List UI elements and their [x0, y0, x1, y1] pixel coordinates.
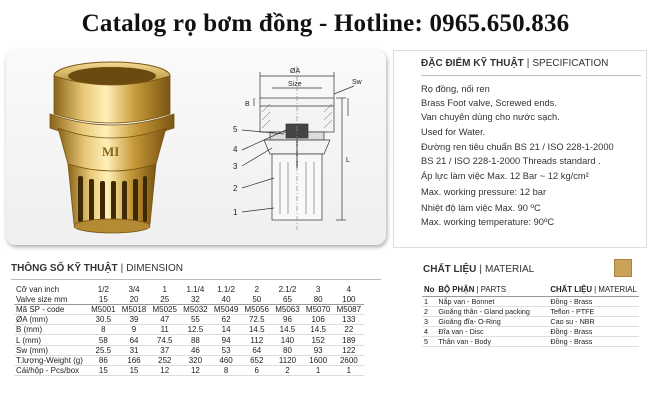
material-col-mat-vi: CHẤT LIỆU — [550, 284, 592, 294]
diagram-label-size: Size — [288, 81, 302, 88]
spec-line: Rọ đồng, nối ren — [421, 84, 490, 94]
material-cell-no: 4 — [422, 327, 436, 337]
material-table — [422, 283, 639, 347]
table-cell: 94 — [211, 335, 242, 345]
diagram-callout-1: 1 — [233, 208, 238, 217]
table-row — [422, 327, 639, 337]
table-cell: 20 — [119, 294, 150, 304]
table-cell: M5032 — [180, 304, 211, 314]
table-row-label: ØA (mm) — [14, 315, 88, 325]
table-cell: 1 — [334, 366, 365, 376]
material-cell-material: Đồng - Brass — [548, 327, 638, 337]
material-cell-part: Gioăng đĩa- O-Ring — [436, 316, 548, 326]
product-image-panel — [6, 50, 386, 245]
table-row — [14, 366, 364, 376]
table-cell: 64 — [119, 335, 150, 345]
table-cell: 55 — [180, 315, 211, 325]
table-cell: 39 — [119, 315, 150, 325]
material-col-material — [548, 283, 638, 296]
table-cell: 1.1/4 — [186, 284, 205, 294]
specification-title-separator: | — [526, 58, 530, 69]
table-cell: 2600 — [334, 355, 365, 365]
table-cell: 65 — [272, 294, 303, 304]
diagram-callout-5: 5 — [233, 125, 238, 134]
material-col-separator: | — [594, 284, 597, 294]
specification-title-vi: ĐẶC ĐIỂM KỸ THUẬT — [421, 58, 524, 69]
table-cell: 14.5 — [303, 325, 334, 335]
table-row — [422, 337, 639, 347]
dimension-table — [14, 284, 364, 376]
table-cell: 96 — [272, 315, 303, 325]
material-col-part-vi: BỘ PHẬN — [438, 284, 475, 294]
material-col-separator: | — [476, 284, 479, 294]
table-cell: 88 — [180, 335, 211, 345]
table-cell: 86 — [88, 355, 119, 365]
table-cell: 15 — [88, 366, 119, 376]
table-row — [14, 355, 364, 365]
material-cell-no: 3 — [422, 316, 436, 326]
table-row — [422, 306, 639, 316]
table-cell: 72.5 — [241, 315, 272, 325]
table-cell: 189 — [334, 335, 365, 345]
table-cell: M5063 — [272, 304, 303, 314]
table-cell: M5018 — [119, 304, 150, 314]
material-cell-part: Thân van - Body — [436, 337, 548, 347]
table-cell: 2 — [254, 284, 259, 294]
table-cell: 25 — [149, 294, 180, 304]
material-col-part-en: PARTS — [480, 284, 507, 294]
diagram-callout-4: 4 — [233, 145, 238, 154]
table-cell: 3 — [315, 284, 321, 294]
table-cell: 1.1/2 — [217, 284, 235, 294]
table-row — [422, 296, 639, 306]
spec-line: Van chuyên dùng cho nước sạch. — [421, 112, 560, 122]
catalog-headline: Catalog rọ bơm đồng - Hotline: 0965.650.836 — [81, 10, 570, 37]
spec-line: Đường ren tiêu chuẩn BS 21 / ISO 228-1-2000 — [421, 142, 614, 152]
table-cell: 25.5 — [88, 345, 119, 355]
table-cell: 4 — [346, 284, 352, 294]
spec-line: Brass Foot valve, Screwed ends. — [421, 98, 557, 108]
material-cell-part: Đĩa van - Disc — [436, 327, 548, 337]
table-cell: 252 — [149, 355, 180, 365]
table-cell: 100 — [334, 294, 365, 304]
table-cell: M5087 — [334, 304, 365, 314]
dimension-heading — [11, 263, 183, 274]
table-cell: 31 — [119, 345, 150, 355]
material-cell-material: Cao su - NBR — [548, 316, 638, 326]
material-cell-material: Teflon - PTFE — [548, 306, 638, 316]
table-cell: 14 — [211, 325, 242, 335]
table-cell: 166 — [119, 355, 150, 365]
table-header-row — [422, 283, 639, 296]
table-cell: 1 — [162, 284, 167, 294]
specification-title-en: SPECIFICATION — [532, 58, 609, 69]
brass-color-swatch — [614, 259, 632, 277]
material-cell-part: Gioăng thân - Gland packing — [436, 306, 548, 316]
spec-line: Used for Water. — [421, 127, 486, 137]
table-cell: 74.5 — [149, 335, 180, 345]
table-row — [14, 335, 364, 345]
material-table-body — [422, 296, 639, 347]
table-cell: 152 — [303, 335, 334, 345]
material-title-separator: | — [479, 264, 482, 275]
material-cell-part: Nắp van - Bonnet — [436, 296, 548, 306]
table-cell: 62 — [211, 315, 242, 325]
table-cell: 112 — [241, 335, 272, 345]
table-row — [14, 284, 364, 294]
table-cell: 46 — [180, 345, 211, 355]
table-row — [14, 304, 364, 314]
table-cell: 3/4 — [128, 284, 140, 294]
table-cell: 460 — [211, 355, 242, 365]
table-cell: 47 — [149, 315, 180, 325]
table-row — [14, 315, 364, 325]
table-cell: M5001 — [88, 304, 119, 314]
material-col-mat-en: MATERIAL — [598, 284, 637, 294]
table-row — [14, 294, 364, 304]
specification-divider — [421, 75, 641, 76]
table-cell: 37 — [149, 345, 180, 355]
table-cell: 12.5 — [180, 325, 211, 335]
material-cell-material: Đồng - Brass — [548, 337, 638, 347]
valve-logo: MI — [102, 144, 120, 159]
table-cell: 106 — [303, 315, 334, 325]
material-cell-no: 1 — [422, 296, 436, 306]
table-cell: 11 — [149, 325, 180, 335]
dimension-table-body — [14, 304, 364, 375]
material-cell-material: Đồng - Brass — [548, 296, 638, 306]
table-row-label: B (mm) — [14, 325, 88, 335]
material-title-vi: CHẤT LIỆU — [423, 264, 477, 275]
table-cell: 15 — [88, 294, 119, 304]
diagram-label-l: L — [346, 157, 350, 164]
table-cell: 50 — [241, 294, 272, 304]
diagram-callout-3: 3 — [233, 162, 238, 171]
table-cell: 14.5 — [241, 325, 272, 335]
table-cell: 2 — [272, 366, 303, 376]
dimension-header-inch-label: Cỡ van inch — [16, 284, 60, 294]
material-title-en: MATERIAL — [484, 264, 535, 275]
material-heading — [423, 264, 534, 275]
table-row-label: Mã SP - code — [14, 304, 88, 314]
table-cell: 80 — [272, 345, 303, 355]
material-col-no: No — [422, 283, 436, 296]
table-cell: 6 — [241, 366, 272, 376]
table-cell: 122 — [334, 345, 365, 355]
table-cell: 32 — [180, 294, 211, 304]
diagram-label-sw: Sw — [352, 79, 362, 86]
table-cell: 140 — [272, 335, 303, 345]
dimension-title-separator: | — [120, 263, 124, 274]
spec-line: Áp lực làm việc Max. 12 Bar ~ 12 kg/cm² — [421, 171, 589, 181]
diagram-label-b: B — [245, 101, 250, 108]
table-cell: 1120 — [272, 355, 303, 365]
table-cell: 1600 — [303, 355, 334, 365]
table-cell: 1/2 — [97, 284, 109, 294]
material-col-part — [436, 283, 548, 296]
table-cell: 58 — [88, 335, 119, 345]
dimension-title-en: DIMENSION — [126, 263, 183, 274]
table-cell: 2.1/2 — [278, 284, 297, 294]
diagram-label-dim-a: ØA — [290, 68, 301, 75]
table-cell: 1 — [303, 366, 334, 376]
technical-cross-section-diagram — [224, 58, 384, 238]
spec-line: Nhiệt độ làm việc Max. 90 ºC — [421, 203, 541, 213]
table-cell: 53 — [211, 345, 242, 355]
table-cell: 22 — [334, 325, 365, 335]
material-cell-no: 5 — [422, 337, 436, 347]
dimension-divider — [11, 279, 381, 280]
table-cell: M5070 — [303, 304, 334, 314]
table-cell: 9 — [119, 325, 150, 335]
table-cell: 93 — [303, 345, 334, 355]
brass-foot-valve-photo — [10, 56, 210, 241]
table-cell: 64 — [241, 345, 272, 355]
table-row-label: L (mm) — [14, 335, 88, 345]
spec-line: Max. working temperature: 90ºC — [421, 217, 555, 227]
spec-line: Max. working pressure: 12 bar — [421, 187, 547, 197]
dimension-title-vi: THÔNG SỐ KỸ THUẬT — [11, 263, 118, 274]
table-cell: 80 — [303, 294, 334, 304]
table-cell: 12 — [149, 366, 180, 376]
material-cell-no: 2 — [422, 306, 436, 316]
table-row — [422, 316, 639, 326]
table-cell: 320 — [180, 355, 211, 365]
table-cell: M5049 — [211, 304, 242, 314]
table-cell: 652 — [241, 355, 272, 365]
table-row — [14, 345, 364, 355]
table-row-label: Cái/hộp - Pcs/box — [14, 366, 88, 376]
table-cell: 40 — [211, 294, 242, 304]
diagram-callout-2: 2 — [233, 184, 238, 193]
dimension-header-mm-label: Valve size mm — [14, 294, 88, 304]
table-row-label: Sw (mm) — [14, 345, 88, 355]
table-row — [14, 325, 364, 335]
specification-heading — [421, 58, 608, 69]
table-cell: 12 — [180, 366, 211, 376]
table-cell: 8 — [211, 366, 242, 376]
table-cell: M5025 — [149, 304, 180, 314]
table-cell: 30.5 — [88, 315, 119, 325]
table-cell: 8 — [88, 325, 119, 335]
table-cell: 15 — [119, 366, 150, 376]
table-row-label: T.lượng-Weight (g) — [14, 355, 88, 365]
table-cell: 133 — [334, 315, 365, 325]
table-cell: M5056 — [241, 304, 272, 314]
table-cell: 14.5 — [272, 325, 303, 335]
spec-line: BS 21 / ISO 228-1-2000 Threads standard . — [421, 156, 601, 166]
